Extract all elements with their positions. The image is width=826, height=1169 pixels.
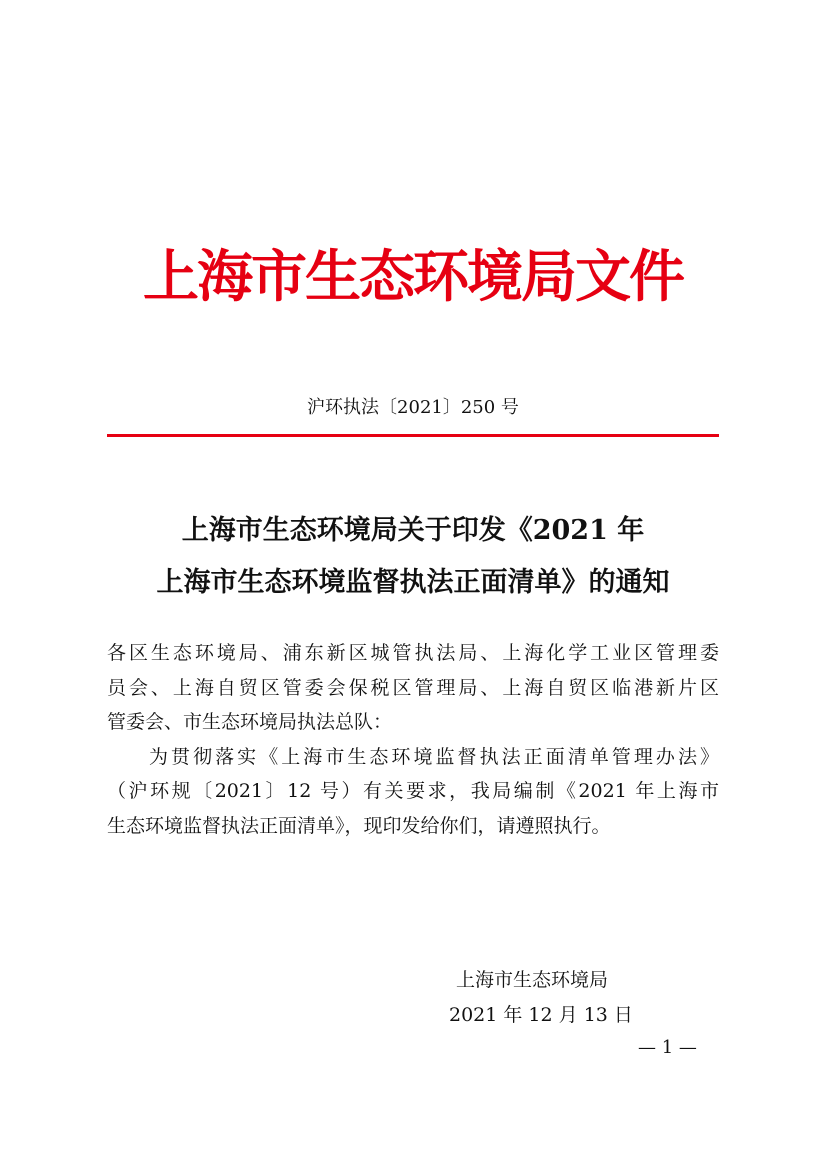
document-masthead: 上海市生态环境局文件 (143, 245, 683, 310)
body-line-2: （沪环规〔2021〕12 号）有关要求，我局编制《2021 年上海市 (107, 780, 719, 802)
document-body (107, 636, 719, 843)
page-number: — 1 — (638, 1037, 697, 1058)
body-line-1: 为贯彻落实《上海市生态环境监督执法正面清单管理办法》 (149, 745, 719, 768)
recipients-line-1: 各区生态环境局、浦东新区城管执法局、上海化学工业区管理委 (107, 642, 719, 664)
recipients-line-2: 员会、上海自贸区管委会保税区管理局、上海自贸区临港新片区 (107, 676, 719, 699)
red-separator-line (107, 434, 719, 437)
document-title (0, 505, 826, 609)
signature-date: 2021 年 12 月 13 日 (449, 1004, 633, 1026)
title-line-1: 上海市生态环境局关于印发《2021 年 (181, 515, 645, 546)
document-number: 沪环执法〔2021〕250 号 (307, 397, 519, 418)
signature-organization: 上海市生态环境局 (456, 969, 609, 991)
title-line-2: 上海市生态环境监督执法正面清单》的通知 (156, 567, 670, 598)
body-line-3: 生态环境监督执法正面清单》，现印发给你们，请遵照执行。 (107, 814, 611, 837)
recipients-line-3: 管委会、市生态环境局执法总队： (107, 711, 393, 733)
